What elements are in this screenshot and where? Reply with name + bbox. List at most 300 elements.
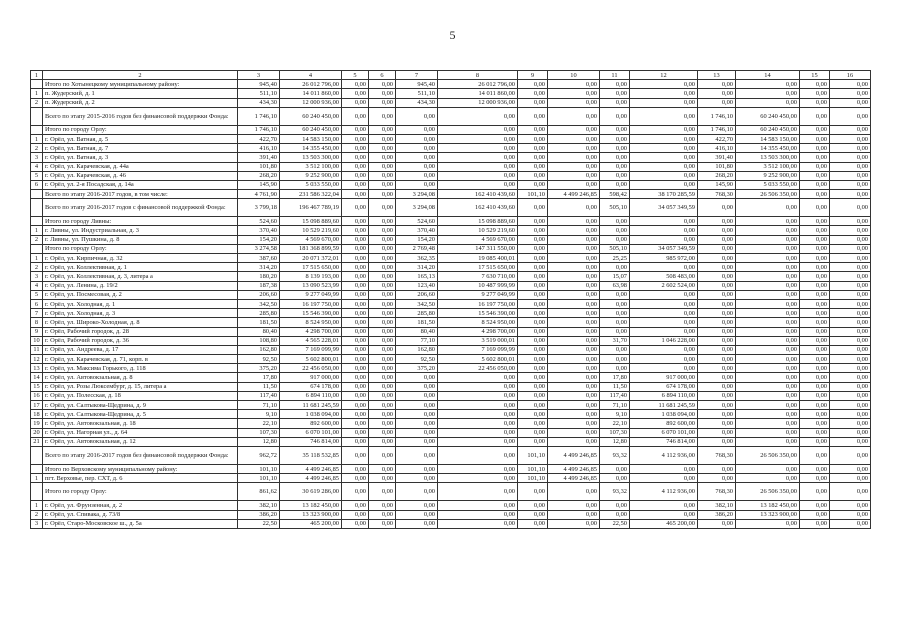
cell-value: 0,00 (600, 318, 630, 327)
cell-value: 0,00 (396, 437, 438, 446)
table-row (31, 226, 871, 235)
cell-value: 0,00 (548, 281, 600, 290)
cell-value: 10 529 219,60 (438, 226, 518, 235)
cell-value: 0,00 (342, 355, 369, 364)
row-index: 6 (31, 180, 43, 189)
cell-value: 0,00 (342, 125, 369, 134)
cell-value: 92,50 (238, 355, 280, 364)
summary-row (31, 190, 871, 199)
cell-value: 0,00 (518, 80, 548, 89)
row-label: г. Орёл, ул. Автовокзальная, д. 8 (43, 373, 238, 382)
cell-value: 0,00 (830, 501, 871, 510)
row-index: 21 (31, 437, 43, 446)
cell-value: 0,00 (342, 263, 369, 272)
cell-value: 181 368 899,59 (280, 244, 342, 253)
cell-value: 505,10 (600, 244, 630, 253)
row-label: г. Орёл, ул. Полесская, д. 18 (43, 391, 238, 400)
table-row (31, 272, 871, 281)
column-number: 5 (342, 71, 369, 80)
cell-value: 6 894 110,00 (630, 391, 698, 400)
cell-value: 13 090 523,99 (280, 281, 342, 290)
cell-value: 13 182 450,00 (736, 501, 800, 510)
cell-value: 0,00 (518, 89, 548, 98)
cell-value: 0,00 (518, 401, 548, 410)
cell-value: 0,00 (830, 290, 871, 299)
cell-value: 0,00 (800, 263, 830, 272)
row-index: 2 (31, 235, 43, 244)
cell-value: 0,00 (630, 171, 698, 180)
cell-value: 0,00 (518, 437, 548, 446)
row-label: Итого по городу Ливны: (43, 217, 238, 226)
cell-value: 9 252 900,00 (736, 171, 800, 180)
cell-value: 154,20 (238, 235, 280, 244)
row-label: г. Ливны, ул. Индустриальная, д. 3 (43, 226, 238, 235)
cell-value: 10 529 219,60 (280, 226, 342, 235)
row-label: г. Орёл, ул. Спивака, д. 73/8 (43, 510, 238, 519)
cell-value: 0,00 (396, 446, 438, 464)
cell-value: 0,00 (800, 98, 830, 107)
cell-value: 0,00 (600, 89, 630, 98)
cell-value: 7 169 099,99 (280, 345, 342, 354)
cell-value: 861,62 (238, 483, 280, 501)
cell-value: 416,10 (698, 144, 736, 153)
cell-value: 0,00 (548, 364, 600, 373)
cell-value: 0,00 (369, 519, 396, 528)
cell-value: 0,00 (548, 382, 600, 391)
cell-value: 107,30 (238, 428, 280, 437)
cell-value: 0,00 (630, 80, 698, 89)
row-index: 5 (31, 171, 43, 180)
cell-value: 945,40 (396, 80, 438, 89)
cell-value: 0,00 (396, 107, 438, 125)
table-row (31, 474, 871, 483)
cell-value: 16 197 750,00 (438, 299, 518, 308)
column-number: 15 (800, 71, 830, 80)
table-row (31, 153, 871, 162)
cell-value: 0,00 (800, 199, 830, 217)
cell-value: 0,00 (698, 519, 736, 528)
cell-value: 0,00 (830, 446, 871, 464)
row-label: г. Орёл, ул. Кирпичная, д. 32 (43, 254, 238, 263)
cell-value: 101,80 (238, 162, 280, 171)
cell-value: 0,00 (698, 235, 736, 244)
cell-value: 0,00 (698, 355, 736, 364)
cell-value: 3 274,58 (238, 244, 280, 253)
cell-value: 0,00 (548, 80, 600, 89)
row-index: 1 (31, 501, 43, 510)
cell-value: 0,00 (518, 419, 548, 428)
row-label: г. Орёл, ул. Карачевская, д. 71, корп. в (43, 355, 238, 364)
cell-value: 0,00 (830, 98, 871, 107)
cell-value: 0,00 (736, 235, 800, 244)
cell-value: 0,00 (548, 98, 600, 107)
cell-value: 746 814,00 (630, 437, 698, 446)
cell-value: 0,00 (698, 410, 736, 419)
row-index: 13 (31, 364, 43, 373)
cell-value: 93,32 (600, 483, 630, 501)
cell-value: 0,00 (342, 98, 369, 107)
table-row (31, 391, 871, 400)
cell-value: 14 011 860,00 (438, 89, 518, 98)
cell-value: 0,00 (698, 272, 736, 281)
cell-value: 0,00 (800, 428, 830, 437)
row-label: Итого по городу Орлу: (43, 244, 238, 253)
table-row (31, 263, 871, 272)
column-number: 8 (438, 71, 518, 80)
cell-value: 0,00 (800, 226, 830, 235)
cell-value: 0,00 (342, 217, 369, 226)
cell-value: 0,00 (698, 226, 736, 235)
cell-value: 0,00 (800, 254, 830, 263)
cell-value: 0,00 (369, 80, 396, 89)
cell-value: 11,50 (238, 382, 280, 391)
cell-value: 101,10 (518, 190, 548, 199)
cell-value: 7 630 710,00 (438, 272, 518, 281)
column-number: 14 (736, 71, 800, 80)
row-label: г. Орёл, ул. Широко-Холодная, д. 8 (43, 318, 238, 327)
cell-value: 0,00 (548, 501, 600, 510)
cell-value: 0,00 (600, 290, 630, 299)
cell-value: 60 240 450,00 (280, 125, 342, 134)
cell-value: 434,30 (238, 98, 280, 107)
row-label: пгт. Верховье, пер. СХТ, д. 6 (43, 474, 238, 483)
cell-value: 0,00 (830, 254, 871, 263)
cell-value: 0,00 (342, 180, 369, 189)
cell-value: 15 546 390,00 (280, 309, 342, 318)
cell-value: 0,00 (518, 180, 548, 189)
housing-program-table (30, 70, 871, 529)
cell-value: 0,00 (342, 345, 369, 354)
cell-value: 93,32 (600, 446, 630, 464)
cell-value: 14 583 150,00 (280, 134, 342, 143)
row-label: г. Орёл, ул. Ленина, д. 19/2 (43, 281, 238, 290)
cell-value: 117,40 (600, 391, 630, 400)
cell-value: 17 515 650,00 (280, 263, 342, 272)
cell-value: 0,00 (736, 272, 800, 281)
cell-value: 0,00 (548, 428, 600, 437)
cell-value: 0,00 (736, 254, 800, 263)
row-index (31, 244, 43, 253)
cell-value: 0,00 (548, 226, 600, 235)
cell-value: 0,00 (438, 373, 518, 382)
row-index: 7 (31, 309, 43, 318)
cell-value: 0,00 (518, 355, 548, 364)
cell-value: 0,00 (518, 144, 548, 153)
cell-value: 0,00 (342, 373, 369, 382)
cell-value: 0,00 (396, 373, 438, 382)
cell-value: 15,07 (600, 272, 630, 281)
cell-value: 10 487 999,99 (438, 281, 518, 290)
cell-value: 0,00 (518, 199, 548, 217)
row-index: 6 (31, 299, 43, 308)
cell-value: 0,00 (736, 244, 800, 253)
cell-value: 4 499 246,85 (548, 474, 600, 483)
cell-value: 505,10 (600, 199, 630, 217)
summary-row (31, 80, 871, 89)
table-row (31, 355, 871, 364)
cell-value: 0,00 (830, 419, 871, 428)
cell-value: 9 277 049,99 (438, 290, 518, 299)
cell-value: 0,00 (438, 382, 518, 391)
column-number: 10 (548, 71, 600, 80)
cell-value: 14 355 450,00 (736, 144, 800, 153)
cell-value: 0,00 (438, 391, 518, 400)
row-index: 18 (31, 410, 43, 419)
cell-value: 0,00 (830, 373, 871, 382)
cell-value: 0,00 (830, 382, 871, 391)
cell-value: 14 011 860,00 (280, 89, 342, 98)
cell-value: 0,00 (736, 263, 800, 272)
cell-value: 26 012 796,00 (280, 80, 342, 89)
row-index: 3 (31, 153, 43, 162)
cell-value: 0,00 (438, 419, 518, 428)
cell-value: 0,00 (548, 199, 600, 217)
cell-value: 391,40 (698, 153, 736, 162)
table-row (31, 501, 871, 510)
row-index: 1 (31, 226, 43, 235)
cell-value: 0,00 (800, 235, 830, 244)
table-row (31, 336, 871, 345)
cell-value: 0,00 (830, 364, 871, 373)
row-label: г. Орёл, ул. Коллективная, д. 1 (43, 263, 238, 272)
cell-value: 0,00 (600, 80, 630, 89)
row-label: г. Орёл, ул. Автовокзальная, д. 18 (43, 419, 238, 428)
cell-value: 9 252 900,00 (280, 171, 342, 180)
cell-value: 945,40 (238, 80, 280, 89)
cell-value: 0,00 (548, 391, 600, 400)
cell-value: 17,80 (238, 373, 280, 382)
cell-value: 0,00 (600, 98, 630, 107)
cell-value: 0,00 (548, 89, 600, 98)
cell-value: 3 512 100,00 (736, 162, 800, 171)
cell-value: 2 769,48 (396, 244, 438, 253)
row-index (31, 464, 43, 473)
cell-value: 4 112 936,00 (630, 483, 698, 501)
cell-value: 35 118 532,85 (280, 446, 342, 464)
cell-value: 0,00 (698, 364, 736, 373)
cell-value: 768,30 (698, 446, 736, 464)
cell-value: 511,10 (396, 89, 438, 98)
cell-value: 0,00 (369, 98, 396, 107)
cell-value: 0,00 (396, 474, 438, 483)
cell-value: 0,00 (369, 107, 396, 125)
cell-value: 1 046 228,00 (630, 336, 698, 345)
cell-value: 0,00 (518, 309, 548, 318)
cell-value: 0,00 (830, 345, 871, 354)
table-row (31, 290, 871, 299)
row-label: г. Орёл, Рабочий городок, д. 36 (43, 336, 238, 345)
cell-value: 26 012 796,00 (438, 80, 518, 89)
cell-value: 0,00 (600, 327, 630, 336)
cell-value: 26 506 350,00 (736, 483, 800, 501)
cell-value: 386,20 (238, 510, 280, 519)
cell-value: 0,00 (630, 501, 698, 510)
cell-value: 746 814,00 (280, 437, 342, 446)
cell-value: 0,00 (548, 244, 600, 253)
cell-value: 285,80 (238, 309, 280, 318)
cell-value: 101,10 (238, 464, 280, 473)
cell-value: 0,00 (548, 345, 600, 354)
cell-value: 3 519 000,01 (438, 336, 518, 345)
table-row (31, 144, 871, 153)
cell-value: 206,60 (396, 290, 438, 299)
cell-value: 985 972,00 (630, 254, 698, 263)
cell-value: 0,00 (369, 199, 396, 217)
cell-value: 0,00 (518, 428, 548, 437)
cell-value: 9,10 (600, 410, 630, 419)
cell-value: 0,00 (630, 180, 698, 189)
table-row (31, 519, 871, 528)
summary-row (31, 107, 871, 125)
cell-value: 0,00 (698, 80, 736, 89)
cell-value: 0,00 (800, 419, 830, 428)
row-index: 16 (31, 391, 43, 400)
row-index: 5 (31, 290, 43, 299)
cell-value: 180,20 (238, 272, 280, 281)
cell-value: 0,00 (342, 235, 369, 244)
cell-value: 0,00 (342, 410, 369, 419)
table-row (31, 437, 871, 446)
cell-value: 314,20 (396, 263, 438, 272)
cell-value: 4 499 246,85 (280, 464, 342, 473)
cell-value: 434,30 (396, 98, 438, 107)
cell-value: 6 070 101,00 (630, 428, 698, 437)
cell-value: 0,00 (800, 80, 830, 89)
cell-value: 0,00 (736, 89, 800, 98)
cell-value: 0,00 (800, 364, 830, 373)
cell-value: 0,00 (800, 153, 830, 162)
cell-value: 0,00 (630, 162, 698, 171)
cell-value: 0,00 (630, 89, 698, 98)
cell-value: 3 294,08 (396, 190, 438, 199)
cell-value: 0,00 (736, 336, 800, 345)
cell-value: 0,00 (369, 153, 396, 162)
cell-value: 187,38 (238, 281, 280, 290)
cell-value: 0,00 (369, 345, 396, 354)
row-label: г. Орёл, ул. 2-я Посадская, д. 14а (43, 180, 238, 189)
column-number: 4 (280, 71, 342, 80)
row-index: 1 (31, 474, 43, 483)
cell-value: 107,30 (600, 428, 630, 437)
cell-value: 0,00 (369, 134, 396, 143)
cell-value: 165,13 (396, 272, 438, 281)
cell-value: 0,00 (342, 171, 369, 180)
cell-value: 0,00 (369, 336, 396, 345)
cell-value: 1 746,10 (698, 125, 736, 134)
cell-value: 0,00 (369, 244, 396, 253)
row-index: 1 (31, 134, 43, 143)
cell-value: 31,70 (600, 336, 630, 345)
cell-value: 0,00 (698, 299, 736, 308)
cell-value: 0,00 (800, 345, 830, 354)
cell-value: 0,00 (396, 510, 438, 519)
cell-value: 38 170 285,59 (630, 190, 698, 199)
cell-value: 0,00 (698, 98, 736, 107)
cell-value: 60 240 450,00 (736, 107, 800, 125)
cell-value: 0,00 (342, 474, 369, 483)
cell-value: 0,00 (830, 263, 871, 272)
cell-value: 0,00 (518, 125, 548, 134)
cell-value: 0,00 (369, 501, 396, 510)
column-number-row (31, 71, 871, 80)
row-index: 14 (31, 373, 43, 382)
cell-value: 0,00 (342, 107, 369, 125)
cell-value: 0,00 (830, 134, 871, 143)
cell-value: 0,00 (548, 309, 600, 318)
cell-value: 0,00 (438, 464, 518, 473)
summary-row (31, 483, 871, 501)
cell-value: 4 569 670,00 (438, 235, 518, 244)
cell-value: 0,00 (698, 254, 736, 263)
cell-value: 674 178,00 (280, 382, 342, 391)
cell-value: 17 515 650,00 (438, 263, 518, 272)
cell-value: 0,00 (342, 483, 369, 501)
cell-value: 0,00 (369, 254, 396, 263)
cell-value: 4 499 246,85 (548, 190, 600, 199)
row-label: г. Орёл, ул. Автовокзальная, д. 12 (43, 437, 238, 446)
cell-value: 0,00 (342, 446, 369, 464)
cell-value: 0,00 (698, 382, 736, 391)
cell-value: 0,00 (342, 190, 369, 199)
cell-value: 22,10 (600, 419, 630, 428)
cell-value: 0,00 (630, 107, 698, 125)
cell-value: 0,00 (800, 299, 830, 308)
row-label: г. Орёл, ул. Салтыкова-Щедрина, д. 5 (43, 410, 238, 419)
cell-value: 0,00 (369, 299, 396, 308)
cell-value: 12,80 (238, 437, 280, 446)
row-index (31, 107, 43, 125)
cell-value: 0,00 (830, 89, 871, 98)
cell-value: 0,00 (630, 309, 698, 318)
cell-value: 0,00 (736, 464, 800, 473)
cell-value: 0,00 (518, 153, 548, 162)
row-label: г. Орёл, ул. Андреева, д. 17 (43, 345, 238, 354)
cell-value: 0,00 (518, 272, 548, 281)
cell-value: 416,10 (238, 144, 280, 153)
cell-value: 0,00 (548, 254, 600, 263)
cell-value: 0,00 (438, 125, 518, 134)
cell-value: 0,00 (698, 428, 736, 437)
cell-value: 0,00 (369, 483, 396, 501)
cell-value: 4 499 246,85 (548, 446, 600, 464)
cell-value: 4 499 246,85 (548, 464, 600, 473)
cell-value: 0,00 (736, 437, 800, 446)
cell-value: 0,00 (518, 519, 548, 528)
cell-value: 154,20 (396, 235, 438, 244)
cell-value: 0,00 (396, 125, 438, 134)
cell-value: 0,00 (736, 281, 800, 290)
cell-value: 0,00 (698, 345, 736, 354)
cell-value: 0,00 (630, 134, 698, 143)
cell-value: 0,00 (698, 336, 736, 345)
cell-value: 0,00 (600, 107, 630, 125)
cell-value: 0,00 (342, 364, 369, 373)
cell-value: 0,00 (830, 217, 871, 226)
cell-value: 0,00 (800, 89, 830, 98)
cell-value: 387,60 (238, 254, 280, 263)
row-index: 2 (31, 510, 43, 519)
cell-value: 0,00 (630, 355, 698, 364)
cell-value: 0,00 (736, 401, 800, 410)
cell-value: 0,00 (830, 235, 871, 244)
cell-value: 0,00 (548, 510, 600, 519)
cell-value: 0,00 (736, 364, 800, 373)
cell-value: 0,00 (369, 437, 396, 446)
cell-value: 0,00 (548, 272, 600, 281)
cell-value: 34 057 349,59 (630, 244, 698, 253)
cell-value: 13 323 900,00 (736, 510, 800, 519)
cell-value: 0,00 (548, 519, 600, 528)
